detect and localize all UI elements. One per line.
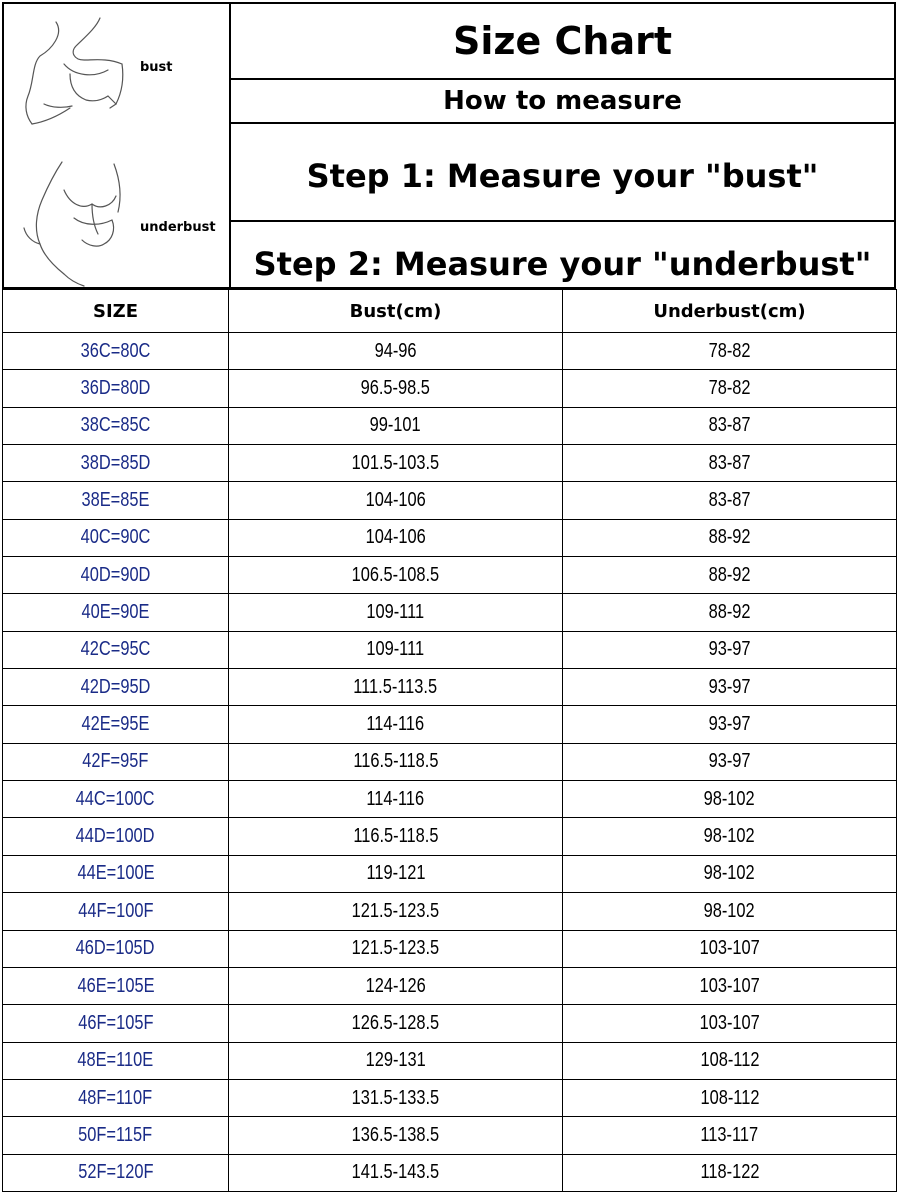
underbust-cell-text: 103-107 [699,1011,760,1034]
underbust-label: underbust [140,220,216,235]
table-row [3,781,897,818]
underbust-cell-text: 93-97 [708,713,751,736]
size-cell-text: 44C=100C [76,787,155,810]
underbust-cell [563,1005,897,1042]
table-row [3,706,897,743]
size-cell-text: 38C=85C [80,414,151,437]
size-cell [3,706,229,743]
bust-cell-text: 94-96 [374,339,417,362]
header-titles [231,4,894,287]
bust-cell-text: 116.5-118.5 [352,825,439,848]
body-sketch-icon [4,4,229,287]
size-cell [3,781,229,818]
bust-cell [229,1079,563,1116]
underbust-cell [563,855,897,892]
size-cell-text: 42F=95F [82,750,149,773]
underbust-cell-text: 108-112 [700,1086,759,1109]
table-row [3,669,897,706]
size-cell [3,855,229,892]
size-cell [3,818,229,855]
table-row [3,1154,897,1191]
underbust-cell-text: 78-82 [708,377,751,400]
underbust-cell [563,370,897,407]
table-row [3,930,897,967]
bust-cell-text: 96.5-98.5 [360,377,431,400]
size-cell [3,930,229,967]
bust-cell-text: 129-131 [365,1049,426,1072]
bust-cell-text: 104-106 [365,526,426,549]
size-rows [3,333,897,1192]
size-cell-text: 42C=95C [80,638,151,661]
bust-cell-text: 106.5-108.5 [351,563,440,586]
bust-cell-text: 114-116 [366,713,425,736]
underbust-cell [563,706,897,743]
size-cell-text: 36D=80D [80,377,151,400]
table-row [3,1042,897,1079]
underbust-cell-text: 83-87 [708,414,751,437]
size-cell-text: 42D=95D [80,675,151,698]
size-cell [3,519,229,556]
underbust-cell-text: 98-102 [703,862,756,885]
size-cell [3,893,229,930]
size-cell [3,1005,229,1042]
underbust-cell-text: 88-92 [708,601,751,624]
size-cell-text: 46D=105D [76,937,155,960]
size-cell [3,669,229,706]
bust-cell [229,1117,563,1154]
bust-cell [229,1042,563,1079]
bust-cell [229,706,563,743]
underbust-cell [563,781,897,818]
underbust-cell-text: 93-97 [708,750,751,773]
table-row [3,967,897,1004]
size-cell [3,1117,229,1154]
underbust-cell-text: 98-102 [703,825,756,848]
table-row [3,855,897,892]
table-header-row [3,290,897,333]
underbust-cell [563,1079,897,1116]
bust-cell [229,967,563,1004]
bust-cell [229,482,563,519]
bust-cell-text: 101.5-103.5 [351,451,440,474]
size-cell [3,445,229,482]
column-header-underbust: Underbust(cm) [563,290,897,333]
bust-cell-text: 99-101 [369,414,422,437]
bust-cell [229,594,563,631]
table-row [3,631,897,668]
bust-cell-text: 116.5-118.5 [352,750,439,773]
bust-cell [229,557,563,594]
underbust-cell-text: 98-102 [703,787,756,810]
table-row [3,407,897,444]
underbust-cell-text: 88-92 [708,563,751,586]
size-cell-text: 38E=85E [81,489,150,512]
underbust-cell [563,519,897,556]
size-cell-text: 44E=100E [76,862,155,885]
underbust-cell [563,333,897,370]
table-row [3,818,897,855]
underbust-cell [563,1042,897,1079]
size-cell-text: 44F=100F [77,899,154,922]
size-cell [3,1079,229,1116]
table-row [3,1117,897,1154]
bust-cell [229,743,563,780]
bust-cell [229,1154,563,1191]
step-2-instruction: Step 2: Measure your "underbust" [253,244,872,283]
table-row [3,594,897,631]
underbust-cell [563,1117,897,1154]
table-row [3,519,897,556]
underbust-cell-text: 78-82 [708,339,751,362]
underbust-cell [563,967,897,1004]
size-cell-text: 46F=105F [77,1011,154,1034]
table-row [3,370,897,407]
size-cell-text: 52F=120F [77,1161,154,1184]
bust-cell-text: 126.5-128.5 [351,1011,440,1034]
size-cell-text: 40C=90C [80,526,151,549]
size-cell [3,557,229,594]
size-cell [3,967,229,1004]
bust-label: bust [140,60,173,75]
bust-cell [229,930,563,967]
underbust-cell-text: 93-97 [708,675,751,698]
underbust-cell [563,669,897,706]
bust-cell-text: 131.5-133.5 [351,1086,440,1109]
size-cell [3,333,229,370]
underbust-cell [563,482,897,519]
bust-cell-text: 109-111 [366,638,425,661]
bust-cell-text: 121.5-123.5 [351,899,440,922]
table-row [3,1079,897,1116]
size-chart-header [2,2,896,289]
bust-cell [229,781,563,818]
bust-cell [229,519,563,556]
size-cell [3,594,229,631]
underbust-cell-text: 113-117 [700,1123,759,1146]
size-cell-text: 48F=110F [78,1086,153,1109]
size-table [2,289,897,1192]
underbust-cell-text: 83-87 [708,451,751,474]
size-cell [3,1154,229,1191]
size-cell-text: 48E=110E [77,1049,154,1072]
bust-cell [229,893,563,930]
underbust-cell-text: 108-112 [700,1049,759,1072]
underbust-cell [563,1154,897,1191]
underbust-cell [563,445,897,482]
size-cell-text: 46E=105E [76,974,155,997]
bust-cell-text: 119-121 [366,862,425,885]
page-title: Size Chart [231,4,894,80]
bust-cell-text: 109-111 [366,601,425,624]
bust-cell [229,631,563,668]
underbust-cell [563,743,897,780]
size-cell-text: 40D=90D [80,563,151,586]
underbust-cell [563,893,897,930]
table-row [3,743,897,780]
size-cell [3,370,229,407]
underbust-cell-text: 88-92 [708,526,751,549]
underbust-cell-text: 93-97 [708,638,751,661]
bust-cell-text: 104-106 [365,489,426,512]
size-cell [3,631,229,668]
bust-cell [229,855,563,892]
size-cell [3,1042,229,1079]
bust-cell [229,407,563,444]
table-row [3,893,897,930]
table-row [3,333,897,370]
size-cell-text: 36C=80C [80,339,151,362]
size-cell-text: 40E=90E [81,601,150,624]
bust-cell-text: 111.5-113.5 [353,675,438,698]
bust-cell [229,370,563,407]
underbust-cell [563,818,897,855]
size-cell-text: 42E=95E [81,713,150,736]
table-row [3,1005,897,1042]
size-cell [3,743,229,780]
underbust-cell-text: 118-122 [700,1161,759,1184]
bust-cell-text: 136.5-138.5 [351,1123,440,1146]
bust-cell-text: 124-126 [365,974,426,997]
underbust-cell-text: 103-107 [699,937,760,960]
column-header-bust: Bust(cm) [229,290,563,333]
table-row [3,445,897,482]
underbust-cell [563,930,897,967]
bust-cell [229,1005,563,1042]
bust-cell [229,818,563,855]
column-header-size: SIZE [3,290,229,333]
bust-cell-text: 114-116 [366,787,425,810]
underbust-cell-text: 98-102 [703,899,756,922]
size-cell [3,407,229,444]
underbust-cell [563,631,897,668]
table-row [3,482,897,519]
bust-cell-text: 121.5-123.5 [351,937,440,960]
underbust-cell-text: 103-107 [699,974,760,997]
size-cell-text: 44D=100D [76,825,155,848]
underbust-cell-text: 83-87 [708,489,751,512]
underbust-cell [563,594,897,631]
bust-cell [229,669,563,706]
measurement-illustration [4,4,231,287]
size-cell [3,482,229,519]
size-cell-text: 38D=85D [80,451,151,474]
underbust-cell [563,557,897,594]
step-1-instruction: Step 1: Measure your "bust" [231,124,894,222]
page-subtitle: How to measure [231,80,894,124]
table-row [3,557,897,594]
bust-cell-text: 141.5-143.5 [351,1161,440,1184]
bust-cell [229,333,563,370]
size-cell-text: 50F=115F [78,1123,153,1146]
bust-cell [229,445,563,482]
underbust-cell [563,407,897,444]
